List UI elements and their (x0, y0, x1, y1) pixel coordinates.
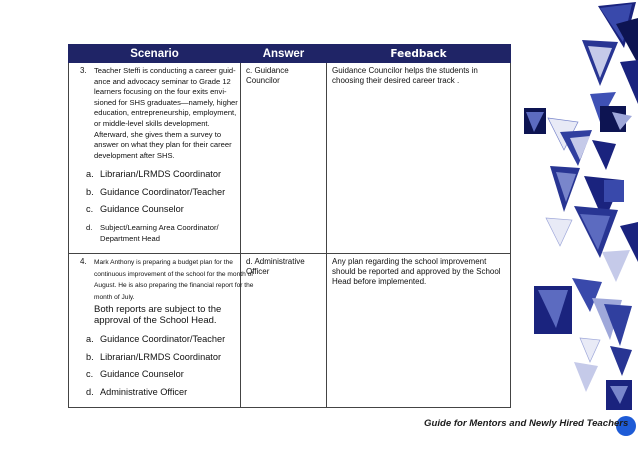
option-text: Guidance Coordinator/Teacher (100, 186, 226, 197)
option-text: Librarian/LRMDS Coordinator (100, 351, 222, 362)
list-item (86, 187, 235, 198)
options-list (74, 334, 235, 398)
option-text: Subject/Learning Area Coordinator/ Department Head (100, 222, 219, 243)
table-header-row (69, 45, 511, 63)
answer-cell: c. Guidance Councilor (241, 63, 327, 254)
geometric-decoration (520, 0, 638, 451)
options-list (74, 169, 235, 244)
scenario-cell (69, 63, 241, 254)
scenario-cell (69, 254, 254, 408)
list-item (86, 369, 235, 380)
scenario-text: Mark Anthony is preparing a budget plan for the continuous improvement of the school for the month of August. He is also preparing the financial report for the month of July. (94, 259, 254, 301)
triangle-shape (610, 346, 632, 376)
feedback-cell: Guidance Councilor helps the students in choosing their desired career track . (327, 63, 511, 254)
table-row (69, 63, 511, 254)
header-answer: Answer (241, 45, 327, 63)
triangle-shape (602, 250, 630, 282)
list-item (86, 222, 235, 244)
option-text: Guidance Counselor (100, 369, 184, 380)
footer-title: Guide for Mentors and Newly Hired Teachers (424, 418, 629, 429)
list-item (86, 334, 235, 345)
option-letter: a. (86, 169, 94, 180)
option-letter: d. (86, 386, 94, 397)
feedback-cell: Any plan regarding the school improvement should be reported and approved by the School Head before implemented. (327, 254, 511, 408)
option-text: Guidance Counselor (100, 204, 184, 215)
question-number: 4. (80, 257, 87, 267)
triangle-shape (592, 140, 616, 170)
option-text: Librarian/LRMDS Coordinator (100, 169, 222, 180)
option-letter: c. (86, 369, 94, 380)
triangle-shape (580, 338, 600, 362)
option-text: Guidance Coordinator/Teacher (100, 334, 226, 345)
list-item (86, 387, 235, 398)
table-row (69, 254, 511, 408)
question-number: 3. (80, 66, 87, 75)
option-letter: d. (86, 222, 93, 232)
triangle-shape (574, 362, 598, 392)
triangle-shape (616, 18, 638, 64)
header-scenario: Scenario (69, 45, 241, 63)
option-letter: c. (86, 204, 94, 215)
option-text: Administrative Officer (100, 386, 188, 397)
list-item (86, 204, 235, 215)
answer-cell: d. Administrative Officer (241, 254, 327, 408)
list-item (86, 352, 235, 363)
triangle-shape (620, 60, 638, 104)
triangle-shape (546, 218, 572, 246)
option-letter: a. (86, 334, 94, 345)
square-shape (604, 180, 624, 202)
scenario-text-continued: Both reports are subject to the approval of the School Head. (94, 304, 222, 327)
scenario-text: Teacher Steffi is conducting a career guid-ance and advocacy seminar to Grade 12 learners focusing on the four exits envi-sioned for SHS graduates—namely, higher education, entrepreneurship, employment, or middle-level skills development. Afterward, she gives them a survey to answer on what they plan for their career development after SHS. (94, 66, 238, 160)
option-letter: b. (86, 186, 94, 197)
list-item (86, 169, 235, 180)
scenario-table (68, 44, 511, 408)
option-letter: b. (86, 351, 94, 362)
header-feedback: Feedback (327, 45, 511, 63)
